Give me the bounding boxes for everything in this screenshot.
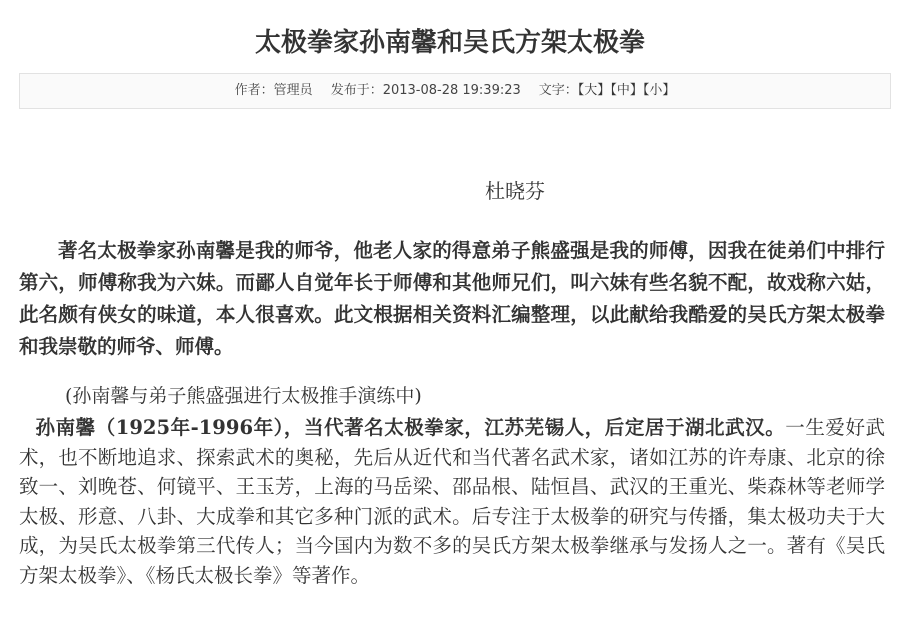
article-meta-bar [19,73,891,109]
published-label: 发布于： [330,83,383,98]
intro-paragraph: 著名太极拳家孙南馨是我的师爷，他老人家的得意弟子熊盛强是我的师傅，因我在徒弟们中排行第六，师傅称我为六妹。而鄙人自觉年长于师傅和其他师兄们，叫六妹有些名貌不配，故戏称六姑，此名颇有侠女的味道，本人很喜欢。此文根据相关资料汇编整理，以此献给我酷爱的吴氏方架太极拳和我崇敬的师爷、师傅。 [19,239,885,358]
author-value: 管理员 [273,83,313,98]
text-size-label: 文字： [538,83,578,98]
image-caption: (孙南馨与弟子熊盛强进行太极推手演练中) [65,385,422,407]
article-byline: 杜晓芬 [485,179,545,203]
font-size-large-link[interactable]: 【大】 [577,83,611,98]
biography-lead: 孙南馨（1925年-1996年），当代著名太极拳家，江苏芜锡人，后定居于湖北武汉。 [35,416,786,439]
biography-paragraph [19,413,885,590]
article-body [19,235,885,587]
article-title: 太极拳家孙南馨和吴氏方架太极拳 [254,27,645,57]
font-size-small-link[interactable]: 【小】 [642,83,676,98]
font-size-medium-link[interactable]: 【中】 [610,83,643,98]
published-timestamp: 2013-08-28 19:39:23 [382,83,521,98]
biography-body: 一生爱好武术，也不断地追求、探索武术的奥秘，先后从近代和当代著名武术家，诸如江苏的许寿康、北京的徐致一、刘晚苍、何镜平、王玉芳，上海的马岳梁、邵品根、陆恒昌、武汉的王重光、柴森林等老师学太极、形意、八卦、大成拳和其它多种门派的武术。后专注于太极拳的研究与传播，集太极功夫于大成，为吴氏太极拳第三代传人；当今国内为数不多的吴氏方架太极拳继承与发扬人之一。著有《吴氏方架太极拳》、《杨氏太极长拳》等著作。 [19,416,885,587]
author-label: 作者： [234,83,274,98]
